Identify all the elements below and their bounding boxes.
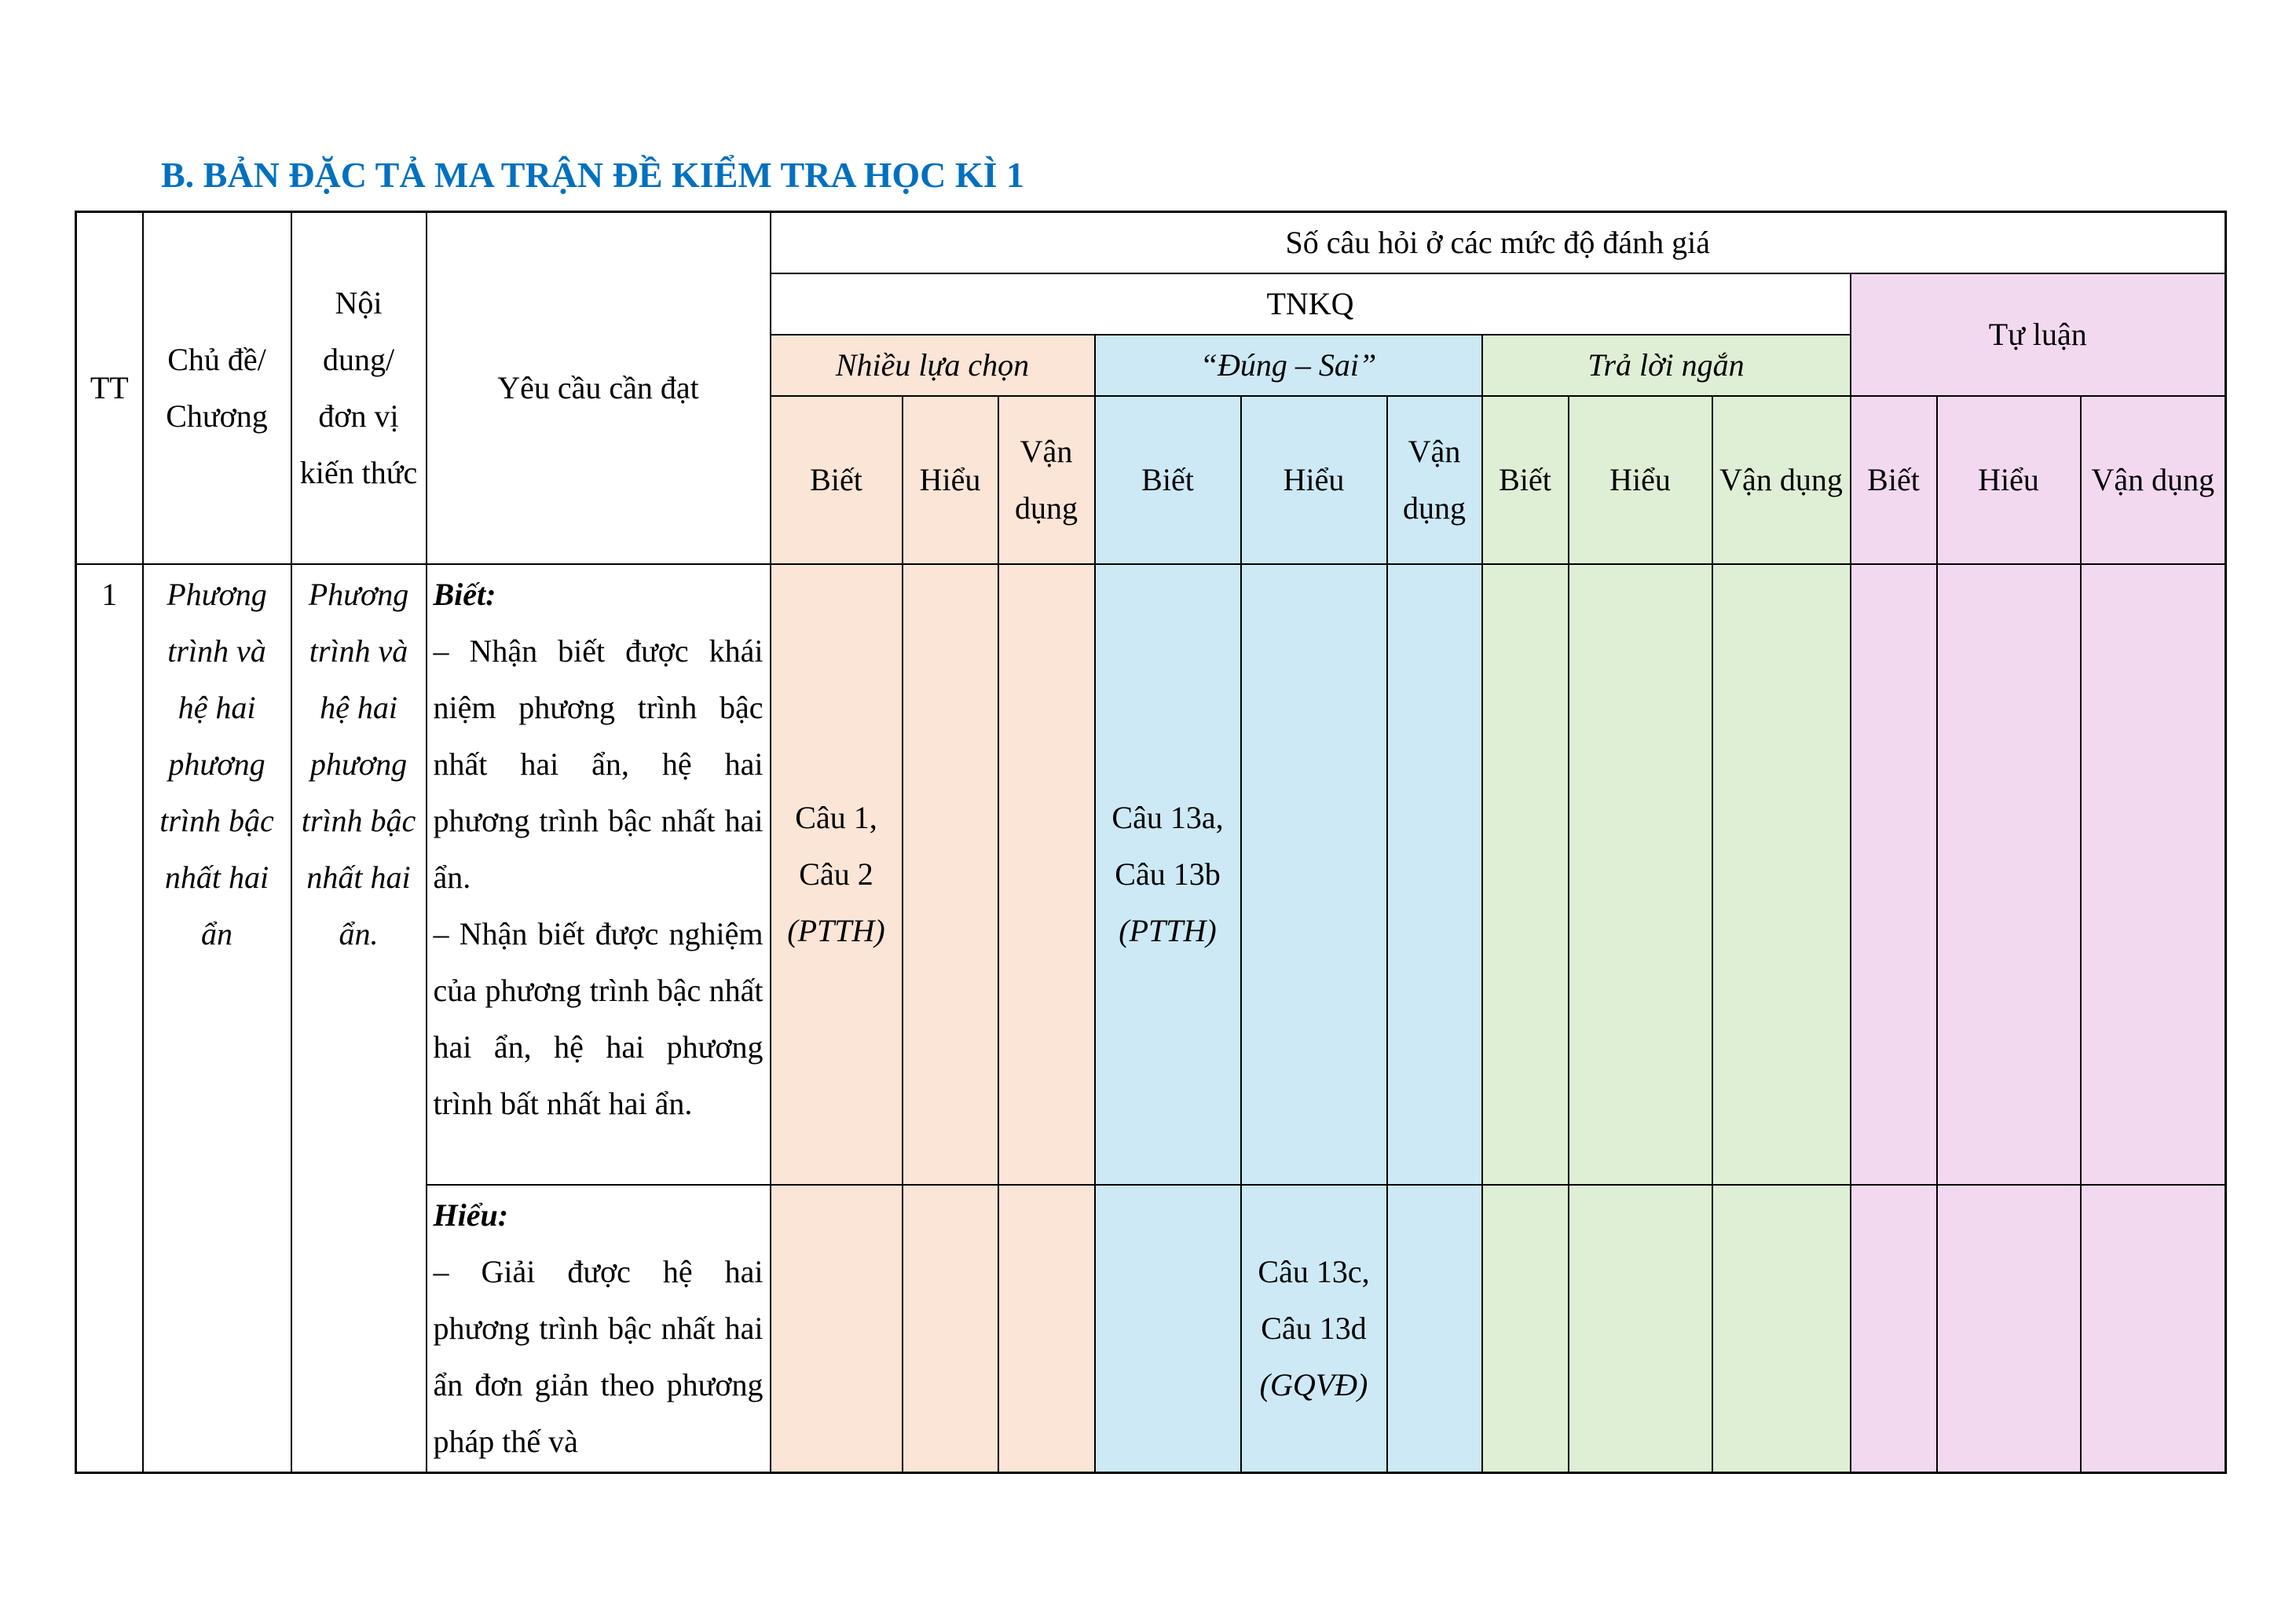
cell-tln-biet [1482, 1185, 1569, 1473]
yeu-cau-item: – Giải được hệ hai phương trình bậc nhất hai ẩn đơn giản theo phương pháp thế và [433, 1254, 764, 1459]
yeu-cau-biet-cell [427, 564, 771, 1185]
level-header-tl-hieu: Hiểu [1937, 396, 2081, 564]
cell-nlc-van-dung [998, 1185, 1095, 1473]
cell-nlc-hieu [903, 564, 998, 1185]
cell-tl-hieu [1937, 1185, 2081, 1473]
cell-tl-van-dung [2081, 564, 2226, 1185]
header-cell-chu-de: Chủ đề/ Chương [143, 212, 291, 565]
header-cell-yeu-cau: Yêu cầu cần đạt [427, 212, 771, 565]
header-group-nhieu-lua-chon: Nhiều lựa chọn [771, 335, 1095, 396]
cell-ds-hieu [1241, 1185, 1387, 1473]
question-note: (GQVĐ) [1259, 1367, 1368, 1402]
level-header-tl-biet: Biết [1851, 396, 1937, 564]
yeu-cau-heading: Hiểu: [433, 1197, 509, 1233]
level-header-tln-hieu: Hiểu [1569, 396, 1712, 564]
cell-ds-biet [1095, 1185, 1241, 1473]
cell-tln-van-dung [1712, 564, 1851, 1185]
cell-ds-biet [1095, 564, 1241, 1185]
header-group-dung-sai: “Đúng – Sai” [1095, 335, 1482, 396]
level-header-ds-van-dung: Vận dụng [1387, 396, 1482, 564]
header-group-tra-loi-ngan: Trả lời ngắn [1482, 335, 1851, 396]
header-cell-noi-dung: Nội dung/ đơn vị kiến thức [291, 212, 427, 565]
level-header-tl-van-dung: Vận dụng [2081, 396, 2226, 564]
specification-matrix-table [75, 211, 2227, 1474]
question-refs: Câu 13a, Câu 13b [1111, 800, 1224, 892]
question-refs: Câu 1, Câu 2 [795, 800, 877, 892]
row-tt: 1 [76, 564, 143, 1473]
header-cell-so-cau: Số câu hỏi ở các mức độ đánh giá [771, 212, 2226, 274]
level-header-tln-biet: Biết [1482, 396, 1569, 564]
cell-ds-hieu [1241, 564, 1387, 1185]
cell-ds-van-dung [1387, 564, 1482, 1185]
cell-tln-van-dung [1712, 1185, 1851, 1473]
yeu-cau-heading: Biết: [433, 577, 496, 612]
cell-nlc-hieu [903, 1185, 998, 1473]
yeu-cau-hieu-cell [427, 1185, 771, 1473]
row-chu-de: Phương trình và hệ hai phương trình bậc nhất hai ẩn [143, 564, 291, 1473]
cell-nlc-biet [771, 564, 903, 1185]
cell-tl-biet [1851, 1185, 1937, 1473]
header-cell-tt: TT [76, 212, 143, 565]
header-cell-tnkq: TNKQ [771, 273, 1851, 335]
level-header-nlc-biet: Biết [771, 396, 903, 564]
cell-nlc-biet [771, 1185, 903, 1473]
cell-tl-biet [1851, 564, 1937, 1185]
question-refs: Câu 13c, Câu 13d [1258, 1254, 1370, 1346]
cell-tl-van-dung [2081, 1185, 2226, 1473]
cell-tln-hieu [1569, 1185, 1712, 1473]
cell-tl-hieu [1937, 564, 2081, 1185]
yeu-cau-item: – Nhận biết được nghiệm của phương trình bậc nhất hai ẩn, hệ hai phương trình bất nhất hai ẩn. [433, 916, 764, 1121]
cell-ds-van-dung [1387, 1185, 1482, 1473]
level-header-nlc-hieu: Hiểu [903, 396, 998, 564]
level-header-ds-biet: Biết [1095, 396, 1241, 564]
page-title: B. BẢN ĐẶC TẢ MA TRẬN ĐỀ KIỂM TRA HỌC KÌ 1 [161, 155, 1025, 195]
level-header-ds-hieu: Hiểu [1241, 396, 1387, 564]
level-header-nlc-van-dung: Vận dụng [998, 396, 1095, 564]
cell-tln-hieu [1569, 564, 1712, 1185]
cell-tln-biet [1482, 564, 1569, 1185]
yeu-cau-item: – Nhận biết được khái niệm phương trình bậc nhất hai ẩn, hệ hai phương trình bậc nhất hai ẩn. [433, 633, 764, 895]
question-note: (PTTH) [1119, 913, 1217, 948]
row-noi-dung: Phương trình và hệ hai phương trình bậc nhất hai ẩn. [291, 564, 427, 1473]
cell-nlc-van-dung [998, 564, 1095, 1185]
question-note: (PTTH) [787, 913, 885, 948]
level-header-tln-van-dung: Vận dụng [1712, 396, 1851, 564]
header-cell-tu-luan: Tự luận [1851, 273, 2226, 396]
